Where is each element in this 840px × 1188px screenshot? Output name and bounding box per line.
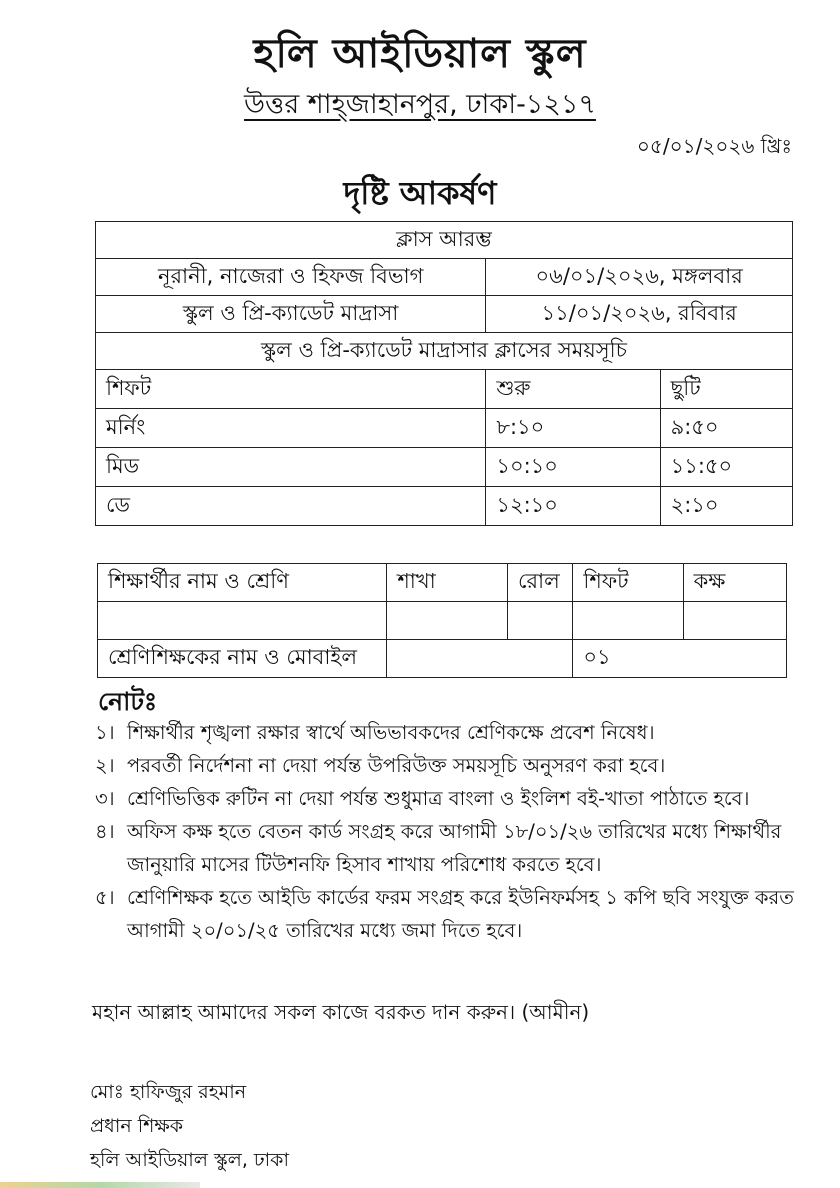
note-text: শিক্ষার্থীর শৃঙ্খলা রক্ষার স্বার্থে অভিভাবকদের শ্রেণিকক্ষে প্রবেশ নিষেধ। [127,721,655,744]
table-row [96,448,793,487]
teacher-name-field[interactable] [387,640,573,678]
list-item [95,782,795,815]
section-field[interactable] [387,602,508,640]
shift-cell: ডে [96,487,486,526]
teacher-label: শ্রেণিশিক্ষকের নাম ও মোবাইল [98,640,387,678]
roll-field[interactable] [507,602,572,640]
class-schedule-table [95,221,793,526]
note-text: শ্রেণিশিক্ষক হতে আইডি কার্ডের ফরম সংগ্রহ করে ইউনিফর্মসহ ১ কপি ছবি সংযুক্ত করত আগামী ২০/০১/২৫ তারিখের মধ্যে জমা দিতে হবে। [127,886,794,942]
notes-heading: নোটঃ [98,687,158,716]
start-time-cell: ১০:১০ [486,448,660,487]
room-field[interactable] [683,602,786,640]
list-item [95,716,795,749]
student-name-field[interactable] [98,602,387,640]
school-address: উত্তর শাহ্জাহানপুর, ঢাকা-১২১৭ [244,89,596,120]
signatory-institution: হলি আইডিয়াল স্কুল, ঢাকা [90,1149,289,1171]
form-header-roll: রোল [507,564,572,602]
list-item [95,749,795,782]
start-time-cell: ১২:১০ [486,487,660,526]
note-number: ২। [95,754,115,777]
column-header: ছুটি [660,370,792,409]
list-item [95,815,795,881]
signatory-name: মোঃ হাফিজুর রহমান [90,1081,247,1103]
start-time-cell: ৮:১০ [486,409,660,448]
end-time-cell: ১১:৫০ [660,448,792,487]
form-header-shift: শিফট [573,564,683,602]
end-time-cell: ২:১০ [660,487,792,526]
closing-prayer: মহান আল্লাহ আমাদের সকল কাজে বরকত দান করুন। (আমীন) [92,1000,590,1024]
column-header: শুরু [486,370,660,409]
note-number: ১। [95,721,115,744]
teacher-mobile-field[interactable]: ০১ [573,640,787,678]
schedule-header-row [96,370,793,409]
notes-list [95,716,795,947]
notice-title: দৃষ্টি আকর্ষণ [343,174,497,212]
column-header: শিফট [96,370,486,409]
note-number: ৩। [95,787,115,810]
start-date: ০৬/০১/২০২৬, মঙ্গলবার [486,259,793,296]
school-name: হলি আইডিয়াল স্কুল [253,31,587,77]
note-text: শ্রেণিভিত্তিক রুটিন না দেয়া পর্যন্ত শুধুমাত্র বাংলা ও ইংলিশ বই-খাতা পাঠাতে হবে। [127,787,750,810]
list-item [95,881,795,947]
page-edge-strip [0,1182,200,1188]
class-start-heading: ক্লাস আরম্ভ [96,222,793,259]
note-text: অফিস কক্ষ হতে বেতন কার্ড সংগ্রহ করে আগামী ১৮/০১/২৬ তারিখের মধ্যে শিক্ষার্থীর জানুয়ারি মাসের টিউশনফি হিসাব শাখায় পরিশোধ করতে হবে। [127,820,782,876]
start-date: ১১/০১/২০২৬, রবিবার [486,296,793,333]
signature-block [90,1075,289,1177]
form-header-room: কক্ষ [683,564,786,602]
student-info-form [97,563,787,678]
note-text: পরবর্তী নির্দেশনা না দেয়া পর্যন্ত উপরিউক্ত সময়সূচি অনুসরণ করা হবে। [127,754,666,777]
dept-name: নূরানী, নাজেরা ও হিফজ বিভাগ [96,259,486,296]
signatory-designation: প্রধান শিক্ষক [90,1115,184,1137]
shift-cell: মিড [96,448,486,487]
form-header-student-name: শিক্ষার্থীর নাম ও শ্রেণি [98,564,387,602]
end-time-cell: ৯:৫০ [660,409,792,448]
note-number: ৫। [95,886,115,909]
note-number: ৪। [95,820,115,843]
shift-cell: মর্নিং [96,409,486,448]
notice-date: ০৫/০১/২০২৬ খ্রিঃ [636,134,792,158]
table-row [96,487,793,526]
table-row [96,409,793,448]
dept-name: স্কুল ও প্রি-ক্যাডেট মাদ্রাসা [96,296,486,333]
form-header-section: শাখা [387,564,508,602]
shift-field[interactable] [573,602,683,640]
schedule-heading: স্কুল ও প্রি-ক্যাডেট মাদ্রাসার ক্লাসের সময়সূচি [96,333,793,370]
